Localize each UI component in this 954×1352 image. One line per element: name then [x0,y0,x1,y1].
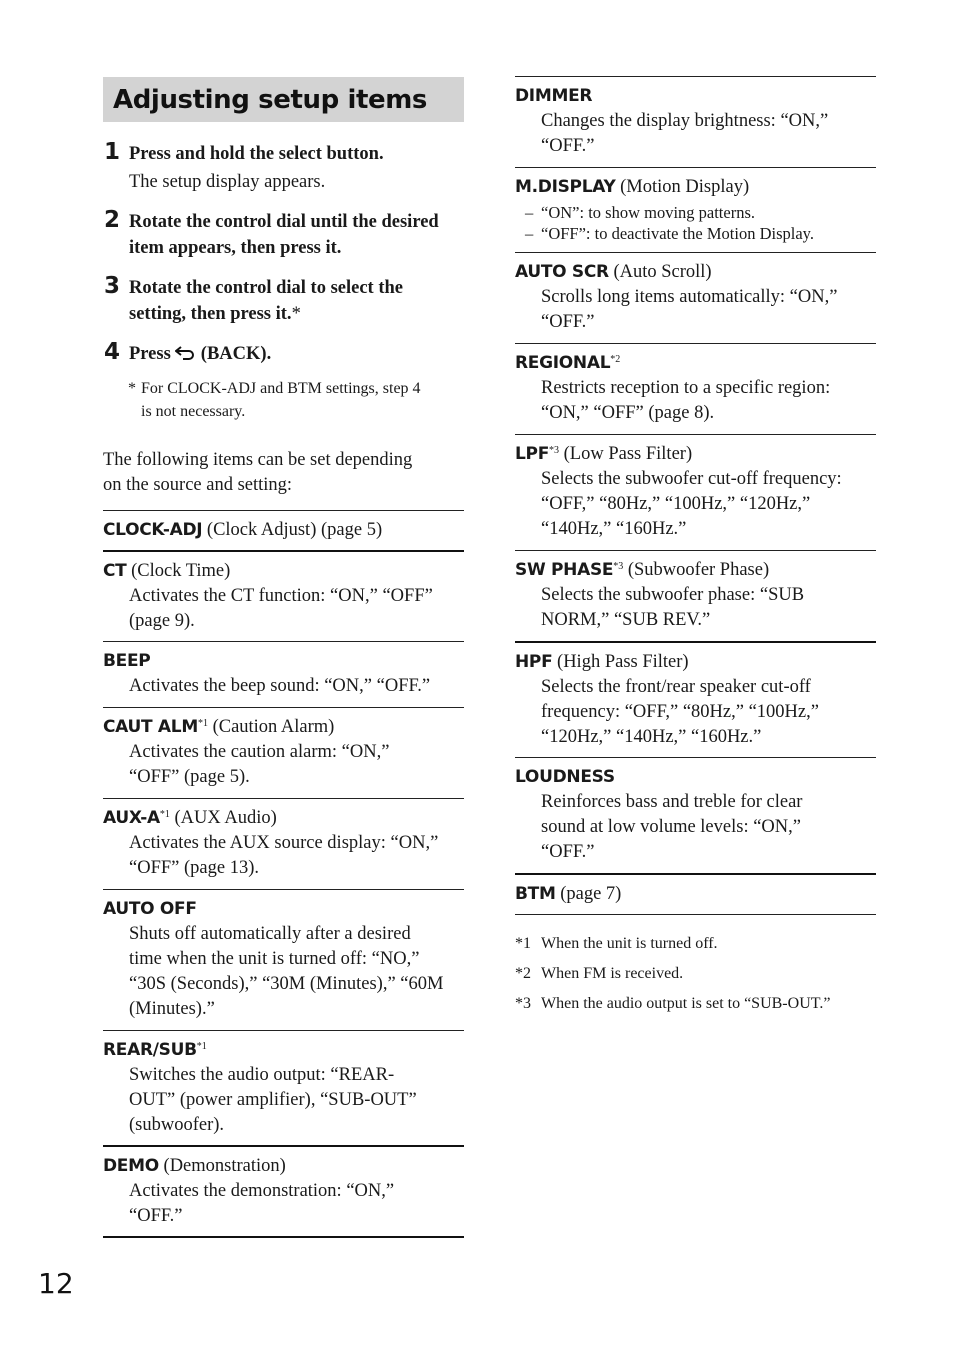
step-text: Press [129,344,171,364]
footnote-line: For CLOCK-ADJ and BTM settings, step 4 [141,379,421,397]
intro-text [103,448,464,499]
setup-item-btm [515,873,876,914]
setup-item-auto-off [103,889,464,1030]
step-4 [103,339,464,368]
item-desc-line: Selects the front/rear speaker cut-off [541,677,811,697]
setup-item-lpf [515,434,876,550]
item-name: AUTO OFF [103,898,197,919]
left-column [103,77,464,1238]
list-end-rule [103,1236,464,1238]
item-desc-line: Selects the subwoofer phase: “SUB [541,585,805,605]
setup-list-right [515,76,876,915]
item-desc-line: Reinforces bass and treble for clear [541,792,803,812]
item-desc-line: Changes the display brightness: “ON,” [541,111,829,131]
item-desc-line: Restricts reception to a specific region: [541,378,831,398]
setup-item-loudness [515,757,876,873]
step-instruction: Press and hold the select button. [129,144,384,164]
item-desc-line: “OFF.” [129,1205,183,1226]
item-desc-line: “OFF” (page 5). [129,766,250,787]
setup-item-hpf [515,641,876,757]
item-sup: *3 [549,445,560,456]
item-desc-line: (page 9). [129,610,195,631]
page-number: 12 [38,1267,74,1300]
item-sup: *3 [613,561,624,572]
footnote-mark: *1 [515,935,531,952]
setup-item-aux-a [103,798,464,889]
item-name: M.DISPLAY [515,177,616,197]
item-desc-line: Activates the CT function: “ON,” “OFF” [129,585,433,606]
item-desc-line: sound at low volume levels: “ON,” [541,817,801,837]
item-name: BTM [515,884,556,904]
item-note: (Clock Time) [131,560,231,581]
step-instruction [129,276,464,327]
item-name: BEEP [103,650,151,671]
setup-item-dimmer [515,76,876,167]
item-name: REAR/SUB [103,1039,197,1060]
step-number: 4 [104,339,121,365]
footnote-line: is not necessary. [141,402,246,420]
setup-item-demo [103,1145,464,1236]
item-sup: *1 [159,808,170,820]
item-sup: *1 [197,717,208,729]
step-line: item appears, then press it. [129,237,342,258]
setup-item-caut-alm [103,707,464,798]
item-note: (Demonstration) [163,1155,286,1176]
list-end-rule [515,914,876,915]
setup-item-clock-adj [103,510,464,550]
item-desc-line: Activates the beep sound: “ON,” “OFF.” [129,675,431,696]
item-desc-line: frequency: “OFF,” “80Hz,” “100Hz,” [541,702,819,722]
bullet-text: “ON”: to show moving patterns. [541,203,756,222]
item-desc-line: “OFF.” [541,312,595,332]
footnote-mark: *2 [515,965,531,982]
intro-line: The following items can be set depending [103,449,413,470]
footnote-mark: * [291,303,301,324]
item-note: (Subwoofer Phase) [627,560,770,580]
item-desc-line: “30S (Seconds),” “30M (Minutes),” “60M [129,973,444,994]
item-desc-line: Shuts off automatically after a desired [129,923,411,944]
item-desc-line: Selects the subwoofer cut-off frequency: [541,469,842,489]
item-desc-line: Activates the caution alarm: “ON,” [129,741,390,762]
setup-item-rear-sub [103,1030,464,1145]
item-desc-line: Switches the audio output: “REAR- [129,1064,395,1085]
item-note: (AUX Audio) [174,807,277,828]
item-desc-line: “OFF.” [541,136,595,156]
back-icon [175,346,197,360]
item-name: HPF [515,652,553,672]
item-desc-line: time when the unit is turned off: “NO,” [129,948,420,969]
item-note: (Low Pass Filter) [563,444,693,464]
item-name: CLOCK-ADJ [103,519,203,540]
item-note: (Clock Adjust) (page 5) [206,519,383,540]
item-name: LOUDNESS [515,767,615,787]
footnote-1 [515,934,876,964]
bullet-item: – “OFF”: to deactivate the Motion Display. [525,224,814,243]
item-name: REGIONAL [515,353,611,373]
item-desc-line: NORM,” “SUB REV.” [541,610,711,630]
item-name: CAUT ALM [103,716,198,737]
footnote-mark: * [128,379,136,397]
item-note: (page 7) [560,884,622,904]
right-column [515,76,876,1024]
item-desc-line: (Minutes).” [129,998,215,1019]
step-number: 2 [104,207,121,233]
intro-line: on the source and setting: [103,475,293,495]
item-name: SW PHASE [515,560,614,580]
step-result: The setup display appears. [129,171,326,192]
page-title: Adjusting setup items [113,85,427,115]
item-desc-line: “ON,” “OFF” (page 8). [541,403,715,423]
setup-item-beep [103,641,464,707]
item-note: (Caution Alarm) [212,716,335,737]
step-footnote [103,377,464,423]
item-name: LPF [515,444,550,464]
step-instruction [129,342,464,368]
item-name: AUX-A [103,807,160,828]
item-desc-line: (subwoofer). [129,1114,225,1135]
item-desc-line: Scrolls long items automatically: “ON,” [541,287,838,307]
item-note: (Auto Scroll) [613,262,712,282]
footnote-text: When the unit is turned off. [541,935,718,952]
item-desc-line: “OFF” (page 13). [129,857,259,878]
footnote-text: When FM is received. [541,965,684,982]
step-2 [103,207,464,261]
setup-item-regional [515,343,876,434]
footnote-3 [515,994,876,1024]
item-desc-line: “140Hz,” “160Hz.” [541,519,687,539]
step-text: (BACK). [200,344,272,364]
item-name: DIMMER [515,86,593,106]
footnote-2 [515,964,876,994]
setup-item-sw-phase [515,550,876,641]
item-name: DEMO [103,1155,159,1176]
item-desc-line: “OFF.” [541,842,595,862]
setup-item-auto-scr [515,252,876,343]
footnote-mark: *3 [515,995,531,1012]
bullet-text: “OFF”: to deactivate the Motion Display. [541,224,814,243]
item-desc-line: OUT” (power amplifier), “SUB-OUT” [129,1089,417,1110]
step-line: Rotate the control dial to select the [129,278,404,298]
step-number: 3 [104,273,121,299]
step-number: 1 [104,139,121,165]
item-desc-line: Activates the AUX source display: “ON,” [129,832,439,853]
item-name: CT [103,560,127,581]
item-desc-line: “120Hz,” “140Hz,” “160Hz.” [541,727,762,747]
item-name: AUTO SCR [515,262,609,282]
item-desc-line: “OFF,” “80Hz,” “100Hz,” “120Hz,” [541,494,811,514]
step-line: setting, then press it. [129,303,292,324]
title-bar [103,77,464,122]
item-sup: *2 [610,354,621,365]
footnotes [515,934,876,1024]
item-note: (Motion Display) [620,177,750,197]
setup-item-m-display [515,167,876,252]
item-note: (High Pass Filter) [557,652,689,672]
step-1 [103,139,464,195]
item-sup: *1 [196,1040,207,1052]
footnote-text: When the audio output is set to “SUB-OUT.” [541,995,831,1012]
item-desc-line: Activates the demonstration: “ON,” [129,1180,395,1201]
step-instruction [129,210,464,261]
bullet-item: – “ON”: to show moving patterns. [525,203,756,222]
step-line: Rotate the control dial until the desired [129,212,439,232]
step-3 [103,273,464,327]
setup-list-left [103,510,464,1238]
setup-item-ct [103,550,464,641]
